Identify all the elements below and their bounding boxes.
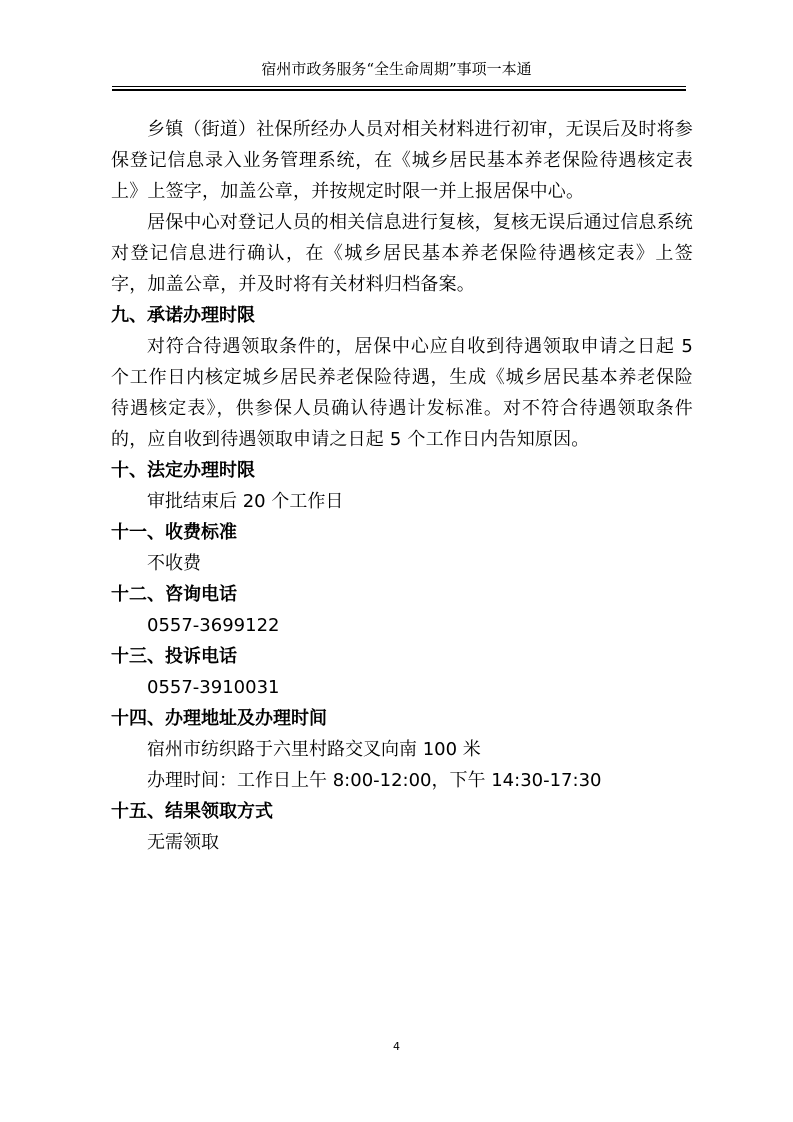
section-heading-fee: 十一、收费标准 [111,522,237,543]
section-text-promised-time: 对符合待遇领取条件的，居保中心应自收到待遇领取申请之日起 5 个工作日内核定城乡居民养老保险待遇，生成《城乡居民基本养老保险待遇核定表》，供参保人员确认待遇计发标准。对不符合待遇领取条件的，应自收到待遇领取申请之日起 5 个工作日内告知原因。 [111,336,693,450]
office-hours: 办理时间：工作日上午 8:00-12:00，下午 14:30-17:30 [147,770,602,791]
section-heading-result-collection: 十五、结果领取方式 [111,801,273,822]
page-number: 4 [393,1040,400,1053]
section-text-fee: 不收费 [147,553,201,574]
office-address: 宿州市纺织路于六里村路交叉向南 100 米 [147,739,481,760]
header-rule-thin [112,86,686,87]
section-heading-address-hours: 十四、办理地址及办理时间 [111,708,327,729]
consult-phone-number: 0557-3699122 [147,615,280,636]
section-heading-complaint-phone: 十三、投诉电话 [111,646,237,667]
running-header: 宿州市政务服务“全生命周期”事项一本通 [261,60,532,78]
section-text-legal-time: 审批结束后 20 个工作日 [147,491,344,512]
complaint-phone-number: 0557-3910031 [147,677,280,698]
section-heading-promised-time: 九、承诺办理时限 [111,305,255,326]
document-body [111,114,693,858]
paragraph-initial-review: 乡镇（街道）社保所经办人员对相关材料进行初审，无误后及时将参保登记信息录入业务管理系统，在《城乡居民基本养老保险待遇核定表上》上签字，加盖公章，并按规定时限一并上报居保中心。 [111,119,693,202]
header-rule-thick [112,89,686,91]
paragraph-center-review: 居保中心对登记人员的相关信息进行复核，复核无误后通过信息系统对登记信息进行确认，在《城乡居民基本养老保险待遇核定表》上签字，加盖公章，并及时将有关材料归档备案。 [111,212,693,295]
section-text-result-collection: 无需领取 [147,832,219,853]
section-heading-consult-phone: 十二、咨询电话 [111,584,237,605]
section-heading-legal-time: 十、法定办理时限 [111,460,255,481]
